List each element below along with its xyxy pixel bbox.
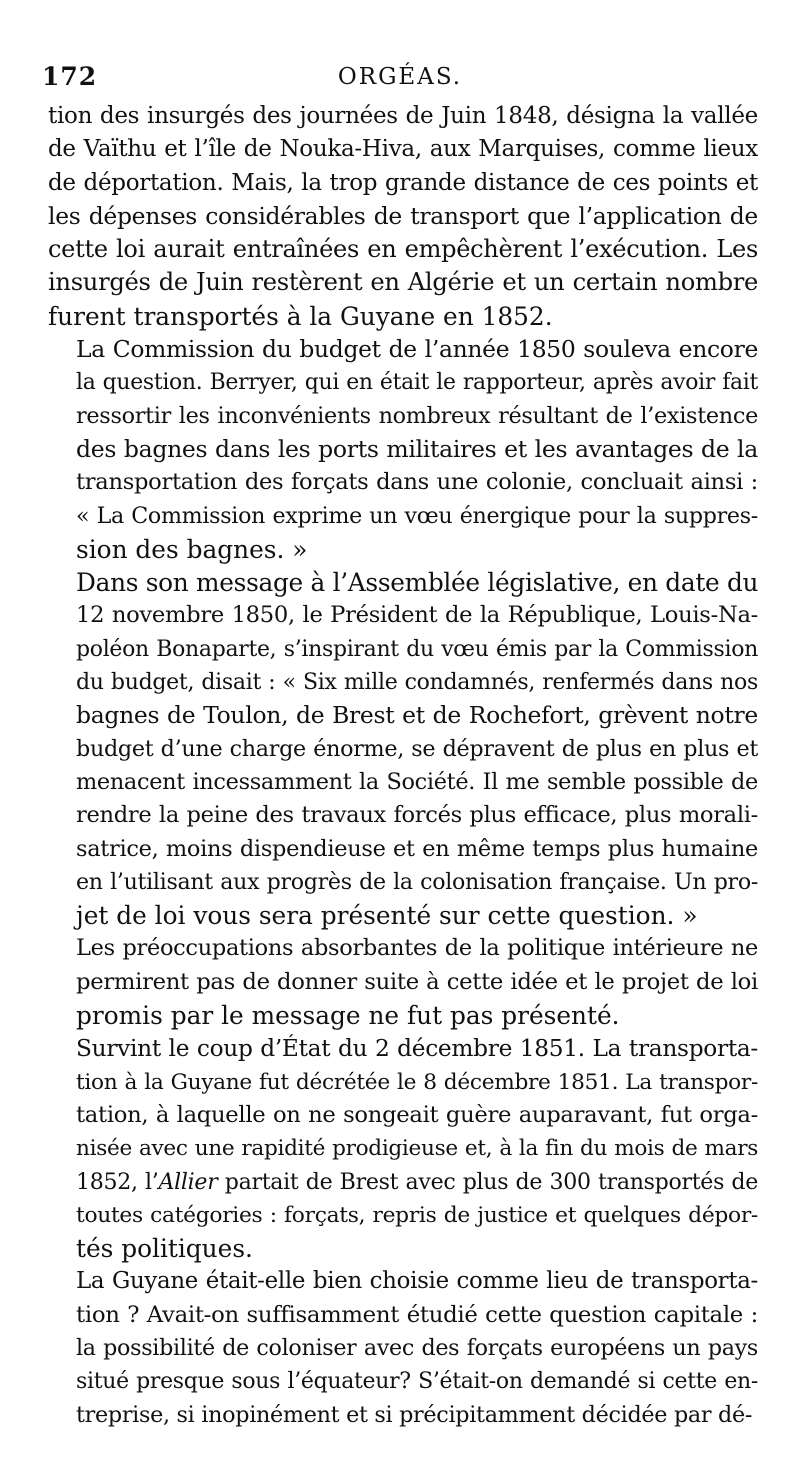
text-line: menacent incessamment la Société. Il me semble possible de xyxy=(76,768,758,795)
text-line: de déportation. Mais, la trop grande distance de ces points et xyxy=(48,169,758,196)
text-line: nisée avec une rapidité prodigieuse et, à la fin du mois de mars xyxy=(76,1136,758,1162)
paragraph xyxy=(48,100,758,333)
text-line: la possibilité de coloniser avec des forçats européens un pays xyxy=(76,1334,758,1361)
text-line: Survint le coup d’État du 2 décembre 1851. La transporta- xyxy=(76,1035,758,1063)
paragraph xyxy=(48,1265,758,1431)
text-line: des bagnes dans les ports militaires et les avantages de la xyxy=(76,434,758,463)
text-line: rendre la peine des travaux forcés plus efficace, plus morali- xyxy=(76,802,758,829)
paragraph xyxy=(48,566,758,932)
text-line: Les préoccupations absorbantes de la politique intérieure ne xyxy=(76,935,758,962)
page-body xyxy=(48,100,758,1432)
text-line: furent transportés à la Guyane en 1852. xyxy=(48,301,553,331)
text-line: de Vaïthu et l’île de Nouka-Hiva, aux Marquises, comme lieux xyxy=(48,136,758,163)
text-line: poléon Bonaparte, s’inspirant du vœu émis par la Commission xyxy=(76,636,758,662)
text-line: treprise, si inopinément et si précipitamment décidée par dé- xyxy=(76,1401,753,1428)
page-header xyxy=(42,52,758,92)
text-line: cette loi aurait entraînées en empêchèrent l’exécution. Les xyxy=(48,235,758,264)
text-line: tation, à laquelle on ne songeait guère auparavant, fut orga- xyxy=(76,1101,758,1128)
text-line: 12 novembre 1850, le Président de la République, Louis-Na- xyxy=(76,602,758,629)
text-line: bagnes de Toulon, de Brest et de Rochefort, grèvent notre xyxy=(76,701,758,730)
text-line: 1852, l’Allier partait de Brest avec plus de 300 transportés de xyxy=(76,1169,759,1195)
text-line: jet de loi vous sera présenté sur cette question. » xyxy=(76,901,698,931)
running-head: ORGÉAS. xyxy=(337,64,463,90)
text-line: toutes catégories : forçats, repris de justice et quelques dépor- xyxy=(76,1202,758,1228)
text-line: promis par le message ne fut pas présenté. xyxy=(76,1001,620,1031)
text-line: satrice, moins dispendieuse et en même temps plus humaine xyxy=(76,835,758,862)
text-line: ressortir les inconvénients nombreux résultant de l’existence xyxy=(76,402,758,429)
paragraph xyxy=(48,1032,758,1265)
text-line: La Guyane était-elle bien choisie comme lieu de transporta- xyxy=(76,1268,758,1295)
text-line: sion des bagnes. » xyxy=(76,534,308,564)
text-line: tion ? Avait-on suffisamment étudié cette question capitale : xyxy=(76,1301,758,1328)
text-line: situé presque sous l’équateur? S’était-on demandé si cette en- xyxy=(76,1369,758,1395)
text-line: du budget, disait : « Six mille condamnés, renfermés dans nos xyxy=(76,670,758,696)
text-line: les dépenses considérables de transport que l’application de xyxy=(48,201,758,230)
text-line: insurgés de Juin restèrent en Algérie et un certain nombre xyxy=(48,268,758,297)
text-line: « La Commission exprime un vœu énergique pour la suppres- xyxy=(76,502,758,529)
paragraph xyxy=(48,932,758,1032)
text-line: tion à la Guyane fut décrétée le 8 décembre 1851. La transpor- xyxy=(76,1069,758,1095)
text-line: budget d’une charge énorme, se dépravent de plus en plus et xyxy=(76,735,758,762)
text-line: transportation des forçats dans une colonie, concluait ainsi : xyxy=(76,469,758,496)
text-line: tion des insurgés des journées de Juin 1848, désigna la vallée xyxy=(48,103,758,129)
text-line: permirent pas de donner suite à cette idée et le projet de loi xyxy=(76,968,758,995)
text-line: la question. Berryer, qui en était le rapporteur, après avoir fait xyxy=(76,370,758,396)
page-number: 172 xyxy=(42,62,98,91)
text-line: tés politiques. xyxy=(76,1234,253,1264)
text-line: Dans son message à l’Assemblée législative, en date du xyxy=(76,568,759,598)
text-line: en l’utilisant aux progrès de la colonisation française. Un pro- xyxy=(76,868,758,895)
paragraph xyxy=(48,333,758,566)
text-line: La Commission du budget de l’année 1850 souleva encore xyxy=(76,335,758,364)
